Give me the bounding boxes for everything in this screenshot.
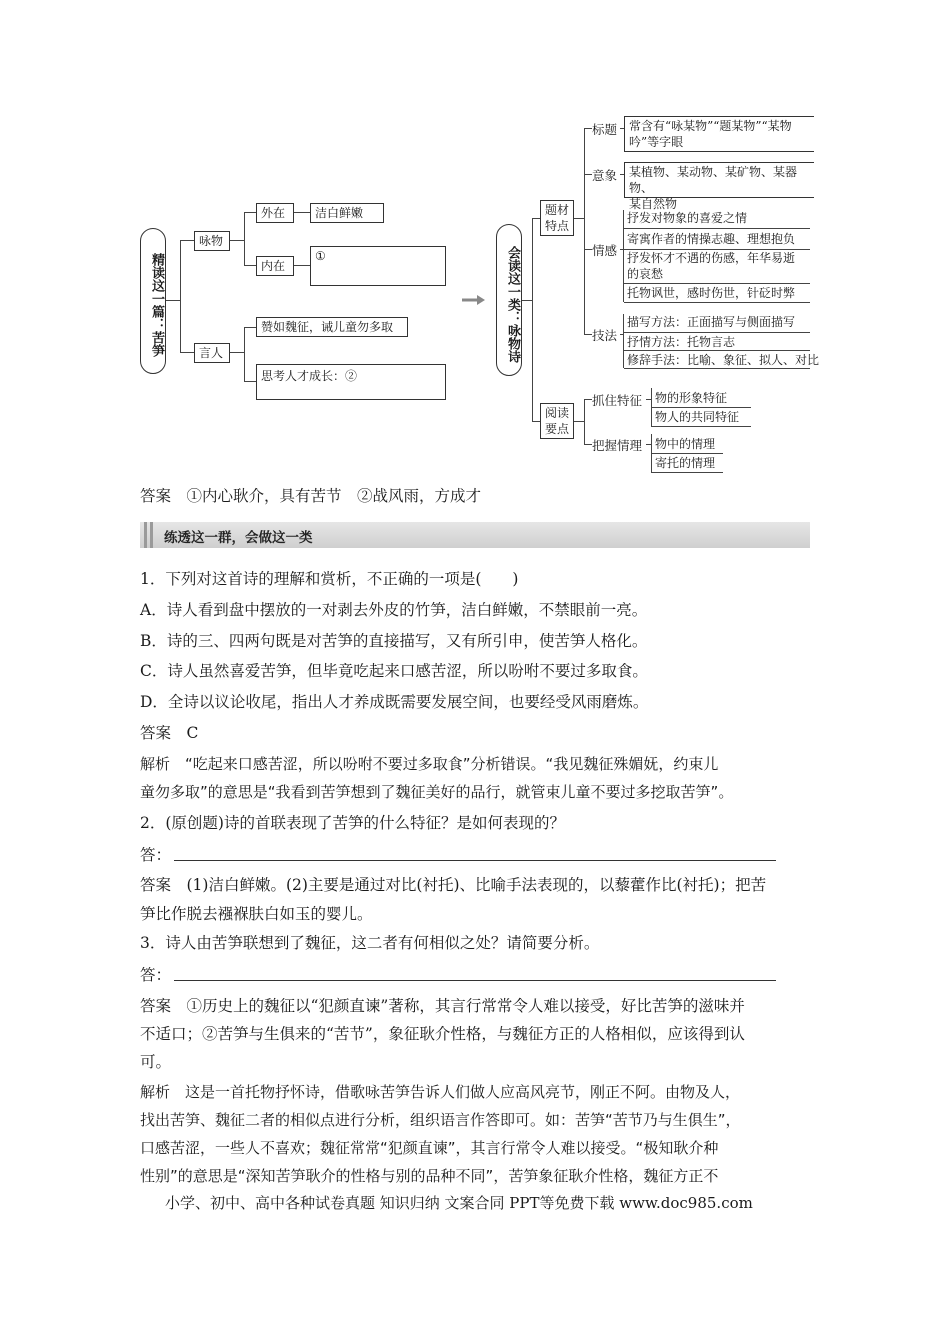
- qinggan-item: 的哀愁: [627, 267, 664, 281]
- zhuazhu-label: 抓住特征: [592, 393, 643, 408]
- q2-answer-prompt: 答：: [140, 846, 172, 864]
- neizai-box: 内在: [256, 256, 294, 276]
- section-header: [140, 522, 810, 548]
- bawo-item: 物中的情理: [655, 437, 716, 451]
- q3-stem: 3．诗人由苦笋联想到了魏征，这二者有何相似之处？请简要分析。: [140, 934, 600, 952]
- yongwu-box: 咏物: [194, 231, 230, 251]
- bawo-label: 把握情理: [592, 438, 643, 453]
- bawo-item: 寄托的情理: [655, 456, 716, 470]
- waizai-box: 外在: [256, 203, 294, 223]
- q2-answer: 答案 (1)洁白鲜嫩。(2)主要是通过对比(衬托)、比喻手法表现的，以藜藿作比(衬托)；把苦: [140, 876, 767, 894]
- q3-analysis: 找出苦笋、魏征二者的相似点进行分析，组织语言作答即可。如：苦笋“苦节乃与生俱生”，: [140, 1111, 741, 1129]
- page-footer: 小学、初中、高中各种试卷真题 知识归纳 文案合同 PPT等免费下载 www.doc985.com: [165, 1194, 753, 1212]
- q2-answer-line[interactable]: [174, 860, 776, 861]
- q3-answer: 答案 ①历史上的魏征以“犯颜直谏”著称，其言行常常令人难以接受，好比苦笋的滋味并: [140, 997, 745, 1015]
- yuedu-box: 阅读要点: [540, 403, 574, 439]
- q3-answer: 可。: [140, 1053, 172, 1071]
- q1-option-d: D．全诗以议论收尾，指出人才养成既需要发展空间，也要经受风雨磨炼。: [140, 693, 649, 711]
- yanren-item2-box: 思考人才成长：②: [256, 364, 446, 400]
- yixiang-label: 意象: [592, 168, 618, 183]
- qinggan-item: 抒发怀才不遇的伤感，年华易逝: [627, 251, 796, 265]
- qinggan-label: 情感: [592, 243, 618, 258]
- q1-analysis: 解析 “吃起来口感苦涩，所以吩咐不要过多取食”分析错误。“我见魏征殊媚妩，约束儿: [140, 755, 719, 773]
- q1-option-c: C．诗人虽然喜爱苦笋，但毕竟吃起来口感苦涩，所以吩咐不要过多取食。: [140, 662, 648, 680]
- q1-answer: 答案 C: [140, 724, 199, 742]
- q3-answer-prompt: 答：: [140, 966, 172, 984]
- jifa-item: 描写方法：正面描写与侧面描写: [627, 315, 796, 329]
- q3-analysis: 解析 这是一首托物抒怀诗，借歌咏苦笋告诉人们做人应高风亮节，刚正不阿。由物及人，: [140, 1083, 741, 1101]
- q3-analysis: 性别”的意思是“深知苦笋耿介的性格与别的品种不同”，苦笋象征耿介性格，魏征方正不: [140, 1167, 719, 1185]
- arrow-right-icon: [462, 294, 486, 306]
- zhuazhu-item: 物的形象特征: [655, 391, 728, 405]
- q3-answer-line[interactable]: [174, 980, 776, 981]
- q1-stem: 1．下列对这首诗的理解和赏析，不正确的一项是( ): [140, 570, 519, 588]
- waizai-value: 洁白鲜嫩: [310, 203, 384, 223]
- yanren-item1: 赞如魏征，诫儿童勿多取: [256, 317, 408, 337]
- ticai-box: 题材特点: [540, 200, 574, 236]
- zhuazhu-item: 物人的共同特征: [655, 410, 740, 424]
- jifa-label: 技法: [592, 328, 618, 343]
- jifa-item: 修辞手法：比喻、象征、拟人、对比: [627, 353, 820, 367]
- right-title-pill: 会读这一类：咏物诗: [496, 224, 522, 376]
- qinggan-item: 抒发对物象的喜爱之情: [627, 211, 748, 225]
- q3-analysis: 口感苦涩，一些人不喜欢；魏征常常“犯颜直谏”，其言行常令人难以接受。“极知耿介种: [140, 1139, 719, 1157]
- qinggan-item: 寄寓作者的情操志趣、理想抱负: [627, 232, 796, 246]
- q2-answer: 笋比作脱去襁褓肤白如玉的婴儿。: [140, 905, 373, 923]
- q1-analysis: 童勿多取”的意思是“我看到苦笋想到了魏征美好的品行，就管束儿童不要过多挖取苦笋”。: [140, 783, 734, 801]
- jifa-item: 抒情方法：托物言志: [627, 335, 736, 349]
- yixiang-text: 某植物、某动物、某矿物、某器物、 某自然物: [624, 162, 814, 198]
- biaoti-text: 常含有“咏某物”“题某物”“某物 吟”等字眼: [624, 116, 814, 152]
- neizai-answer-box: ①: [310, 246, 446, 286]
- q1-option-b: B．诗的三、四两句既是对苦笋的直接描写，又有所引申，使苦笋人格化。: [140, 632, 648, 650]
- q1-option-a: A．诗人看到盘中摆放的一对剥去外皮的竹笋，洁白鲜嫩，不禁眼前一亮。: [140, 601, 648, 619]
- section-title: 练透这一群，会做这一类: [164, 530, 313, 546]
- q3-answer: 不适口；②苦笋与生俱来的“苦节”，象征耿介性格，与魏征方正的人格相似，应该得到认: [140, 1025, 745, 1043]
- mindmap-answer: 答案 ①内心耿介，具有苦节 ②战风雨，方成才: [140, 487, 482, 505]
- biaoti-label: 标题: [592, 122, 618, 137]
- yanren-box: 言人: [194, 343, 230, 363]
- q2-stem: 2．(原创题)诗的首联表现了苦笋的什么特征？是如何表现的？: [140, 814, 565, 832]
- left-title-pill: 精读这一篇：苦笋: [140, 228, 166, 374]
- qinggan-item: 托物讽世，感时伤世，针砭时弊: [627, 286, 796, 300]
